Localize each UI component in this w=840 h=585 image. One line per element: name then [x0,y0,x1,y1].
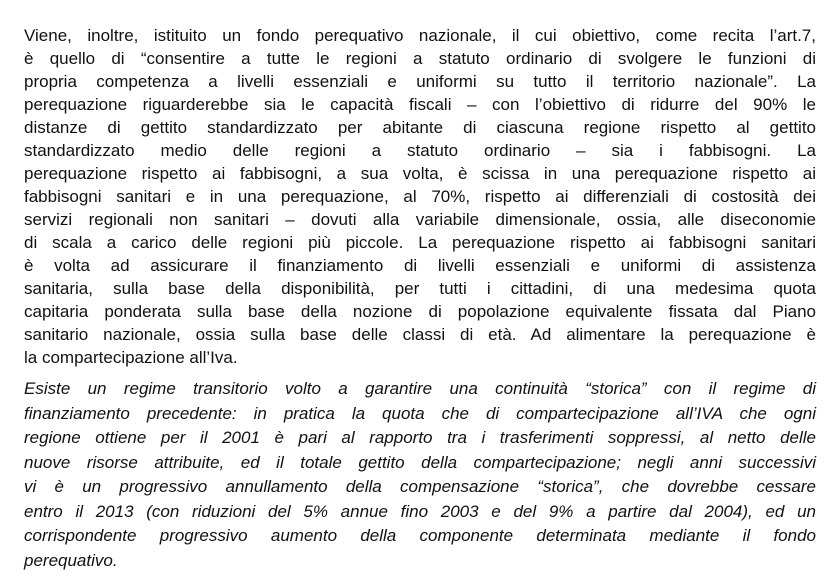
text-line: la compartecipazione all’Iva. [24,348,238,367]
text-line: fabbisogni sanitari e in una perequazione, al 70%, rispetto ai differenziali di costosità dei [24,187,816,206]
text-line: di scala a carico delle regioni più piccole. La perequazione rispetto ai fabbisogni sanitari [24,233,816,252]
text-line: nuove risorse attribuite, ed il totale gettito della compartecipazione; negli anni successivi [24,452,816,472]
text-line: perequazione riguarderebbe sia le capacità fiscali – con l’obiettivo di ridurre del 90% le [24,95,816,114]
document-page [24,24,816,573]
paragraph-fondo-perequativo [24,24,816,369]
text-line: entro il 2013 (con riduzioni del 5% annue fino 2003 e del 9% a partire dal 2004), ed un [24,501,816,521]
text-line: distanze di gettito standardizzato per abitante di ciascuna regione rispetto al gettito [24,118,816,137]
text-line: è volta ad assicurare il finanziamento di livelli essenziali e uniformi di assistenza [24,256,816,275]
text-line: propria competenza a livelli essenziali e uniformi su tutto il territorio nazionale”. La [24,72,816,91]
text-line: sanitario nazionale, ossia sulla base delle classi di età. Ad alimentare la perequazione è [24,325,816,344]
text-line: perequativo. [24,550,118,570]
text-line: sanitaria, sulla base della disponibilità, per tutti i cittadini, di una medesima quota [24,279,816,298]
text-line: perequazione rispetto ai fabbisogni, a sua volta, è scissa in una perequazione rispetto ai [24,164,816,183]
text-line: standardizzato medio delle regioni a statuto ordinario – sia i fabbisogni. La [24,141,816,160]
text-line: regione ottiene per il 2001 è pari al rapporto tra i trasferimenti soppressi, al netto delle [24,428,816,447]
text-line: corrispondente progressivo aumento della componente determinata mediante il fondo [24,526,816,545]
text-line: Viene, inoltre, istituito un fondo perequativo nazionale, il cui obiettivo, come recita l’art.7, [24,26,816,45]
text-line: Esiste un regime transitorio volto a garantire una continuità “storica” con il regime di [24,379,816,398]
text-line: è quello di “consentire a tutte le regioni a statuto ordinario di svolgere le funzioni di [24,49,816,68]
text-line: capitaria ponderata sulla base della nozione di popolazione equivalente fissata dal Piano [24,302,816,321]
text-line: vi è un progressivo annullamento della compensazione “storica”, che dovrebbe cessare [24,477,816,496]
paragraph-regime-transitorio [24,377,816,573]
text-line: finanziamento precedente: in pratica la quota che di compartecipazione all’IVA che ogni [24,403,816,423]
text-line: servizi regionali non sanitari – dovuti alla variabile dimensionale, ossia, alle diseconomie [24,210,816,229]
